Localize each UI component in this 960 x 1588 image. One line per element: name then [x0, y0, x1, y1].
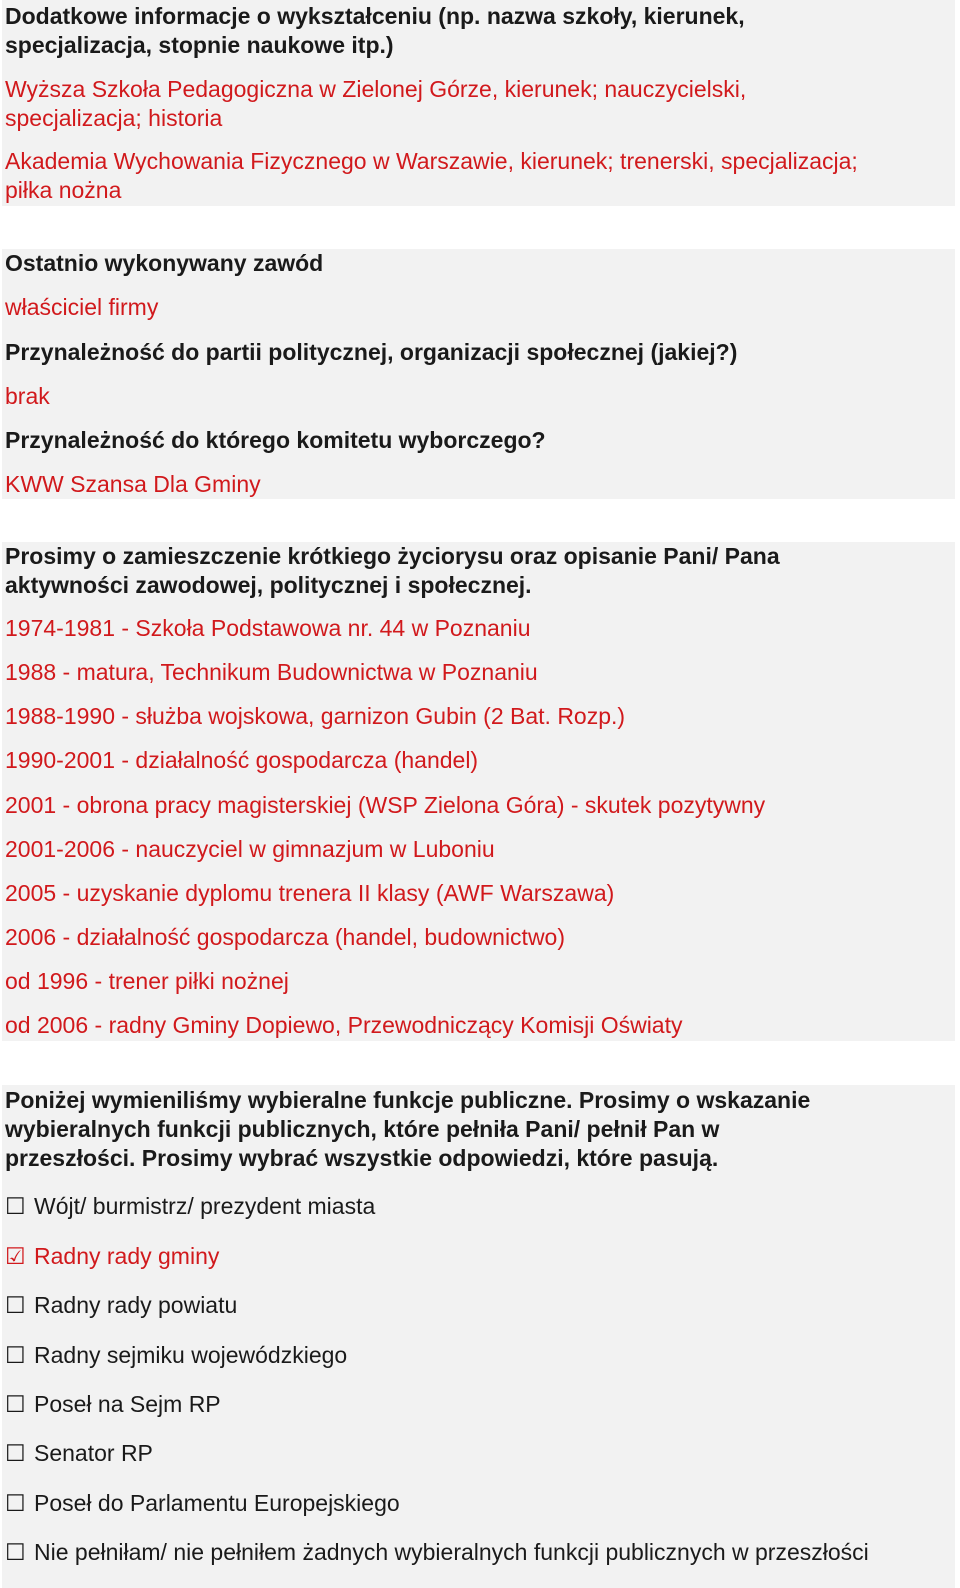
function-option-label: Senator RP	[34, 1440, 153, 1466]
biography-entry: 2001 - obrona pracy magisterskiej (WSP Zielona Góra) - skutek pozytywny	[5, 792, 766, 818]
biography-entry: 1988 - matura, Technikum Budownictwa w Poznaniu	[5, 659, 538, 685]
checkbox-unchecked-icon[interactable]: ☐	[5, 1539, 26, 1565]
checkbox-unchecked-icon[interactable]: ☐	[5, 1292, 26, 1318]
biography-entry: 1990-2001 - działalność gospodarcza (handel)	[5, 747, 479, 773]
function-option-label: Poseł na Sejm RP	[34, 1391, 221, 1417]
function-option-label: Radny sejmiku wojewódzkiego	[34, 1342, 348, 1368]
party-question: Przynależność do partii politycznej, organizacji społecznej (jakiej?)	[5, 339, 738, 365]
biography-entry: 2005 - uzyskanie dyplomu trenera II klasy (AWF Warszawa)	[5, 880, 615, 906]
function-option-posel-pe[interactable]	[5, 1489, 400, 1518]
profession-answer: właściciel firmy	[5, 294, 159, 320]
biography-question-line2: aktywności zawodowej, politycznej i społecznej.	[5, 572, 532, 598]
function-option-none[interactable]	[5, 1538, 869, 1567]
checkbox-unchecked-icon[interactable]: ☐	[5, 1440, 26, 1466]
function-option-radny-gminy[interactable]	[5, 1242, 219, 1271]
function-option-label: Nie pełniłam/ nie pełniłem żadnych wybieralnych funkcji publicznych w przeszłości	[34, 1539, 869, 1565]
public-functions-section	[2, 1085, 955, 1588]
affiliation-section	[2, 249, 955, 499]
function-option-sejmik[interactable]	[5, 1341, 347, 1370]
function-option-label: Radny rady powiatu	[34, 1292, 238, 1318]
education-question-line2: specjalizacja, stopnie naukowe itp.)	[5, 32, 394, 58]
biography-entry: 2001-2006 - nauczyciel w gimnazjum w Luboniu	[5, 836, 495, 862]
biography-entry: 1974-1981 - Szkoła Podstawowa nr. 44 w Poznaniu	[5, 615, 531, 641]
biography-entry: 1988-1990 - służba wojskowa, garnizon Gubin (2 Bat. Rozp.)	[5, 703, 626, 729]
function-option-wojt[interactable]	[5, 1192, 375, 1221]
checkbox-unchecked-icon[interactable]: ☐	[5, 1193, 26, 1219]
biography-question-line1: Prosimy o zamieszczenie krótkiego życiorysu oraz opisanie Pani/ Pana	[5, 543, 780, 569]
education-question-line1: Dodatkowe informacje o wykształceniu (np. nazwa szkoły, kierunek,	[5, 3, 745, 29]
committee-question: Przynależność do którego komitetu wyborczego?	[5, 427, 546, 453]
checkbox-unchecked-icon[interactable]: ☐	[5, 1342, 26, 1368]
education-section	[2, 0, 955, 206]
function-option-label: Wójt/ burmistrz/ prezydent miasta	[34, 1193, 376, 1219]
education-answer-1-line2: specjalizacja; historia	[5, 105, 223, 131]
committee-answer: KWW Szansa Dla Gminy	[5, 471, 261, 497]
function-option-label: Poseł do Parlamentu Europejskiego	[34, 1490, 400, 1516]
party-answer: brak	[5, 383, 50, 409]
function-option-posel-sejm[interactable]	[5, 1390, 221, 1419]
functions-question-line2: wybieralnych funkcji publicznych, które pełniła Pani/ pełnił Pan w	[5, 1116, 720, 1142]
functions-question-line3: przeszłości. Prosimy wybrać wszystkie odpowiedzi, które pasują.	[5, 1145, 719, 1171]
functions-question-line1: Poniżej wymieniliśmy wybieralne funkcje publiczne. Prosimy o wskazanie	[5, 1087, 811, 1113]
education-answer-2-line2: piłka nożna	[5, 177, 122, 203]
profession-question: Ostatnio wykonywany zawód	[5, 250, 324, 276]
checkbox-unchecked-icon[interactable]: ☐	[5, 1391, 26, 1417]
function-option-senator[interactable]	[5, 1439, 153, 1468]
biography-section	[2, 542, 955, 1041]
biography-entry: od 2006 - radny Gminy Dopiewo, Przewodniczący Komisji Oświaty	[5, 1012, 683, 1038]
education-answer-1-line1: Wyższa Szkoła Pedagogiczna w Zielonej Górze, kierunek; nauczycielski,	[5, 76, 747, 102]
biography-entry: od 1996 - trener piłki nożnej	[5, 968, 289, 994]
checkbox-checked-icon[interactable]: ☑	[5, 1243, 26, 1269]
biography-entry: 2006 - działalność gospodarcza (handel, budownictwo)	[5, 924, 566, 950]
function-option-label: Radny rady gminy	[34, 1243, 220, 1269]
education-answer-2-line1: Akademia Wychowania Fizycznego w Warszawie, kierunek; trenerski, specjalizacja;	[5, 148, 858, 174]
checkbox-unchecked-icon[interactable]: ☐	[5, 1490, 26, 1516]
function-option-radny-powiatu[interactable]	[5, 1291, 237, 1320]
